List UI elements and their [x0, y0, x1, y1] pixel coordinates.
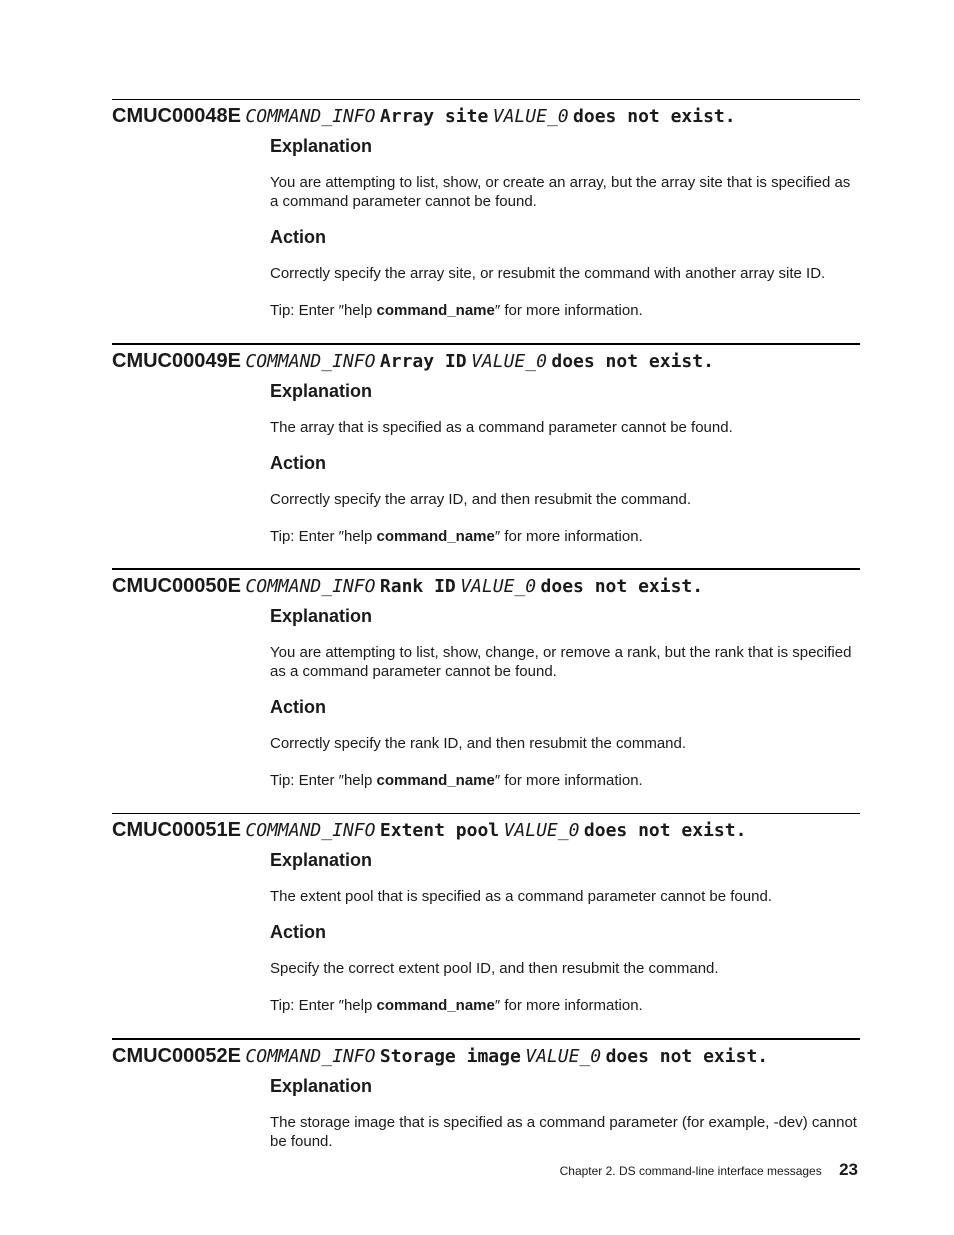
tip-command: command_name [376, 772, 495, 789]
tip-text [270, 301, 860, 320]
message-title [112, 1044, 860, 1068]
message-value: VALUE_0 [460, 576, 537, 597]
explanation-text: The storage image that is specified as a command parameter (for example, -dev) cannot be found. [270, 1114, 857, 1150]
section-divider [112, 813, 860, 814]
message-title [112, 574, 860, 598]
action-heading: Action [270, 697, 326, 717]
message-subject: Storage image [379, 1046, 521, 1067]
message-subject: Array ID [379, 351, 467, 372]
explanation-heading: Explanation [270, 1076, 373, 1096]
message-id: CMUC00050E [112, 575, 241, 597]
explanation-text: You are attempting to list, show, or create an array, but the array site that is specified as a command parameter cannot be found. [270, 174, 851, 210]
section-divider [112, 1038, 860, 1040]
message-value: VALUE_0 [471, 351, 547, 372]
message-subject: Extent pool [379, 820, 500, 841]
message-block-cmuc00052e [112, 1038, 860, 1151]
message-subject: Array site [379, 106, 489, 127]
tip-text [270, 527, 860, 546]
action-heading: Action [270, 227, 326, 247]
message-value: VALUE_0 [525, 1046, 602, 1067]
message-tail: does not exist. [540, 576, 704, 597]
explanation-text: You are attempting to list, show, change, or remove a rank, but the rank that is specified as a command parameter cannot be found. [270, 644, 852, 680]
action-heading: Action [270, 453, 326, 473]
section-divider [112, 99, 860, 100]
page-footer [560, 1160, 858, 1180]
message-id: CMUC00051E [112, 819, 241, 841]
action-text: Correctly specify the array site, or resubmit the command with another array site ID. [270, 265, 826, 282]
chapter-title: Chapter 2. DS command-line interface messages [559, 1164, 822, 1178]
message-subject: Rank ID [379, 576, 456, 597]
message-tail: does not exist. [605, 1046, 769, 1067]
section-divider [112, 568, 860, 570]
message-id: CMUC00049E [112, 350, 241, 372]
explanation-heading: Explanation [270, 381, 373, 401]
message-value: VALUE_0 [492, 106, 569, 127]
explanation-heading: Explanation [270, 606, 373, 626]
message-block-cmuc00049e [112, 343, 860, 546]
message-tail: does not exist. [551, 351, 714, 372]
explanation-heading: Explanation [270, 850, 373, 870]
action-heading: Action [270, 922, 326, 942]
page-number: 23 [839, 1160, 858, 1179]
message-value: VALUE_0 [503, 820, 580, 841]
message-command-info: COMMAND_INFO [245, 351, 376, 372]
tip-suffix: ″ for more information. [494, 997, 643, 1014]
message-id: CMUC00048E [112, 105, 241, 127]
tip-suffix: ″ for more information. [494, 528, 643, 545]
action-text: Specify the correct extent pool ID, and then resubmit the command. [270, 960, 719, 977]
tip-command: command_name [376, 528, 495, 545]
tip-suffix: ″ for more information. [494, 302, 643, 319]
tip-command: command_name [376, 997, 495, 1014]
explanation-text: The extent pool that is specified as a command parameter cannot be found. [270, 888, 772, 905]
message-title [112, 818, 860, 842]
message-command-info: COMMAND_INFO [245, 820, 376, 841]
message-title [112, 349, 860, 373]
tip-prefix: Tip: Enter ″help [270, 772, 377, 789]
tip-suffix: ″ for more information. [494, 772, 643, 789]
message-block-cmuc00051e [112, 813, 860, 1015]
message-command-info: COMMAND_INFO [245, 1046, 376, 1067]
message-block-cmuc00050e [112, 568, 860, 790]
explanation-text: The array that is specified as a command parameter cannot be found. [270, 419, 733, 436]
tip-prefix: Tip: Enter ″help [270, 997, 377, 1014]
section-divider [112, 343, 860, 345]
tip-prefix: Tip: Enter ″help [270, 302, 377, 319]
action-text: Correctly specify the rank ID, and then resubmit the command. [270, 735, 687, 752]
message-command-info: COMMAND_INFO [245, 106, 376, 127]
message-block-cmuc00048e [112, 99, 860, 320]
explanation-heading: Explanation [270, 136, 373, 156]
tip-command: command_name [376, 302, 495, 319]
message-tail: does not exist. [573, 106, 736, 127]
tip-text [270, 996, 860, 1015]
message-title [112, 104, 860, 128]
message-command-info: COMMAND_INFO [245, 576, 376, 597]
tip-prefix: Tip: Enter ″help [270, 528, 377, 545]
tip-text [270, 771, 860, 790]
action-text: Correctly specify the array ID, and then resubmit the command. [270, 491, 692, 508]
message-tail: does not exist. [583, 820, 747, 841]
message-id: CMUC00052E [112, 1045, 241, 1067]
